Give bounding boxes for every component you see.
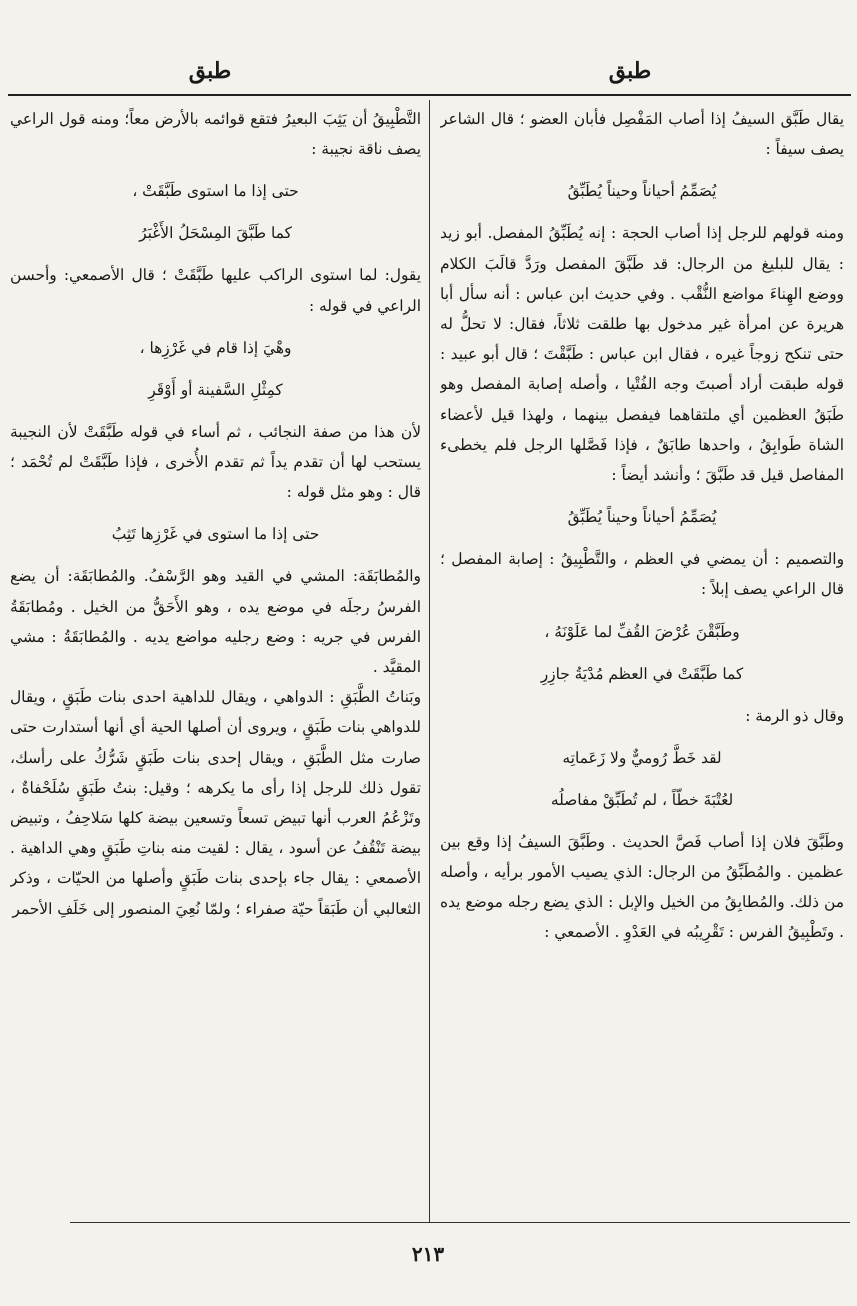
left-column-paragraph: التَّطْبِيقُ أن يَثِبَ البعيرُ فتقع قوائمه بالأرض معاً؛ ومنه قول الراعي يصف ناقة نجيبة : [10, 110, 421, 159]
right-column-paragraph: وطَبَّقَ فلان إذا أصاب فَصَّ الحديث . وطَبَّقَ السيفُ إذا وقع بين عظمين . والمُطَبِّقُ من الرجال: الذي يصيب الأمور برأيه ، وأصله من ذلك. والمُطابِقُ من الخيل والإبل : الذي يضع رجله موضع يده . وتَطْبِيقُ الفرس : تَقْرِيبُه في العَدْوِ . الأصمعي : [440, 832, 844, 942]
left-column-paragraph: يقول: لما استوى الراكب عليها طَبَّقَتْ ؛ قال الأصمعي: وأحسن الراعي في قوله : [10, 266, 421, 315]
right-column-paragraph: يقال طَبَّق السيفُ إذا أصاب المَفْصِل فأبان العضو ؛ قال الشاعر يصف سيفاً : [440, 110, 844, 159]
left-column [10, 104, 421, 1216]
left-column-verse: وهْيَ إذا قام في غَرْزِها ، [139, 338, 292, 357]
right-column [440, 104, 844, 1216]
left-column-verse: حتى إذا ما استوى في غَرْزِها تَثِبُ [111, 525, 320, 544]
running-headword-left: طبق [188, 58, 232, 84]
header-rule [8, 94, 851, 96]
right-column-verse: لعُتْبَةَ خطّاً ، لم تُطَبِّقْ مفاصلُه [550, 790, 734, 809]
right-column-verse: كما طَبَّقَتْ في العظم مُدْيَةُ جازِرِ [540, 664, 744, 683]
running-headword-right: طبق [608, 58, 652, 84]
right-column-verse: وطَبَّقْنَ عُرْضَ القُفِّ لما عَلَوْنَهُ ، [544, 622, 740, 641]
right-column-paragraph: والتصميم : أن يمضي في العظم ، والتَّطْبِيقُ : إصابة المفصل ؛ قال الراعي يصف إبلاً : [440, 550, 844, 599]
left-column-paragraph: لأن هذا من صفة النجائب ، ثم أساء في قوله طَبَّقَتْ لأن النجيبة يستحب لها أن تقدم يداً ثم تقدم الأُخرى ، فإذا طَبَّقَتْ لم تُحْمَد ؛ قال : وهو مثل قوله : [10, 422, 421, 502]
left-column-verse: كما طَبَّقَ المِسْحَلُ الأَغْبَرُ [139, 224, 292, 243]
left-column-verse: كمِثْلِ السَّفينة أو أَوْقَرِ [148, 380, 283, 399]
left-column-paragraph: والمُطابَقَة: المشي في القيد وهو الرَّسْفُ. والمُطابَقَة: أن يضع الفرسُ رجلَه في موضع يده ، وهو الأَحَقُّ من الخيل . ومُطابَقَةُ الفرس في جريه : وضع رجليه مواضع يديه . والمُطابَقَةُ : مشي المقيَّد . [10, 567, 421, 677]
left-column-paragraph: وبَناتُ الطَّبَقِ : الدواهي ، ويقال للداهية احدى بنات طَبَقٍ ، ويقال للدواهي بنات طَبَقٍ ، ويروى أن أصلها الحية أي أنها أستدارت حتى صارت مثل الطَّبَقِ ، ويقال إحدى بنات طَبَقٍ شَرُّكُ على رأسك، تقول ذلك للرجل إذا رأى ما يكرهه ؛ وقيل: بنتُ طَبَقٍ سُلَحْفاةٌ ، وتَزْعُمُ العرب أنها تبيض تسعاً وتسعين بيضة كلها سَلاحِفُ ، وتبيض بيضة تَنْقُفُ عن أسود ، يقال : لقيت منه بناتِ طَبَقٍ وهي الداهية . الأصمعي : يقال جاء بإحدى بنات طَبَقٍ وأصلها من الحيّات ، وذكر الثعالبي أن طَبَقاً حيّة صفراء ؛ ولمّا نُعِيَ المنصور إلى خَلَفِ الأحمر [10, 688, 421, 918]
left-column-verse: حتى إذا ما استوى طَبَّقَتْ ، [132, 182, 299, 201]
right-column-paragraph: وقال ذو الرمة : [745, 706, 844, 725]
footer-rule [70, 1222, 850, 1223]
page-number: ٢١٣ [411, 1242, 445, 1266]
right-column-verse: لقد خَطَّ رُوميٌّ ولا زَعَماتِه [562, 748, 722, 767]
right-column-verse: يُصَمِّمُ أحياناً وحيناً يُطَبِّقُ [567, 508, 717, 527]
column-divider [429, 100, 430, 1222]
right-column-paragraph: ومنه قولهم للرجل إذا أصاب الحجة : إنه يُطَبِّقُ المفصل. أبو زيد : يقال للبليغ من الرجال: قد طَبَّقَ المفصل ورَدَّ قالَبَ الكلام ووضع الهِناءَ مواضع النُّقْب . وفي حديث ابن عباس : أنه سأل أبا هريرة عن امرأة غير مدخول بها طلقت ثلاثاً، فقال: لا تحلُّ له حتى تنكح زوجاً غيره ، فقال ابن عباس : طَبَّقْتَ ؛ قال أبو عبيد : قوله طبقت أراد أصبتَ وجه الفُتْيا ، وأصله إصابة المفصل وهو طَبَقُ العظمين أي ملتقاهما فيفصل بينهما ، ولهذا قيل لأعضاء الشاة طَوابِقُ ، واحدها طابَقٌ ، فإذا فَصَّلها الرجل فلم يخطىء المفاصل قيل قد طَبَّقَ ؛ وأنشد أيضاً : [440, 224, 844, 485]
right-column-verse: يُصَمِّمُ أحياناً وحيناً يُطَبِّقُ [567, 182, 717, 201]
